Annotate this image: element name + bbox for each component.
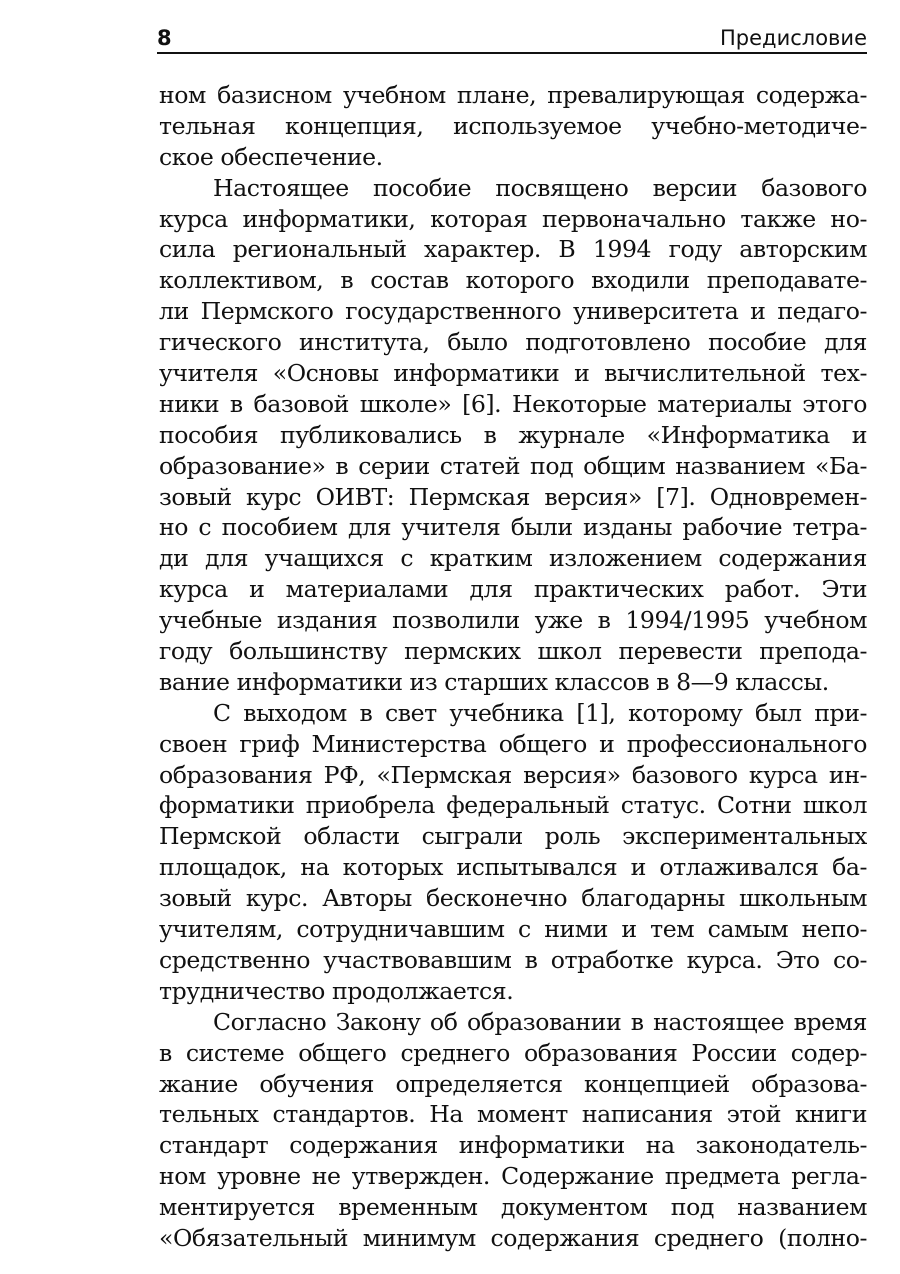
text-line: ское обеспечение. bbox=[159, 142, 383, 171]
text-line: гического института, было подготовлено пособие для bbox=[159, 328, 867, 357]
text-line: образования РФ, «Пермская версия» базового курса ин- bbox=[159, 760, 867, 789]
text-line: Пермской области сыграли роль экспериментальных bbox=[159, 822, 867, 851]
running-header bbox=[157, 20, 867, 50]
text-line: учебные издания позволили уже в 1994/1995 учебном bbox=[159, 606, 867, 635]
text-line: ли Пермского государственного университета и педаго- bbox=[159, 297, 867, 326]
text-line: трудничество продолжается. bbox=[159, 976, 514, 1005]
text-line: зовый курс. Авторы бесконечно благодарны школьным bbox=[159, 884, 867, 913]
text-line: ментируется временным документом под названием bbox=[159, 1193, 867, 1222]
text-line: учителя «Основы информатики и вычислительной тех- bbox=[159, 359, 867, 388]
body-text bbox=[159, 80, 867, 1254]
text-line: тельных стандартов. На момент написания этой книги bbox=[159, 1100, 867, 1129]
section-title: Предисловие bbox=[720, 26, 867, 50]
text-line: в системе общего среднего образования России содер- bbox=[159, 1038, 867, 1067]
text-line: ном уровне не утвержден. Содержание предмета регла- bbox=[159, 1162, 867, 1191]
text-line: зовый курс ОИВТ: Пермская версия» [7]. Одновремен- bbox=[159, 482, 867, 511]
page-number: 8 bbox=[157, 26, 172, 50]
text-line: стандарт содержания информатики на законодатель- bbox=[159, 1131, 867, 1160]
text-line: «Обязательный минимум содержания среднего (полно- bbox=[159, 1223, 867, 1252]
text-line: но с пособием для учителя были изданы рабочие тетра- bbox=[159, 513, 867, 542]
text-line: С выходом в свет учебника [1], которому был при- bbox=[213, 698, 867, 727]
text-line: тельная концепция, используемое учебно-методиче- bbox=[159, 111, 867, 140]
text-line: году большинству пермских школ перевести препода- bbox=[159, 637, 867, 666]
text-line: курса информатики, которая первоначально также но- bbox=[159, 204, 867, 233]
text-line: ном базисном учебном плане, превалирующая содержа- bbox=[159, 81, 867, 109]
text-line: сила региональный характер. В 1994 году авторским bbox=[159, 235, 867, 264]
text-line: форматики приобрела федеральный статус. Сотни школ bbox=[159, 791, 867, 820]
text-line: учителям, сотрудничавшим с ними и тем самым непо- bbox=[159, 915, 867, 944]
text-line: Согласно Закону об образовании в настоящее время bbox=[213, 1007, 867, 1036]
text-line: своен гриф Министерства общего и профессионального bbox=[159, 729, 867, 758]
text-line: образование» в серии статей под общим названием «Ба- bbox=[159, 451, 867, 480]
text-line: жание обучения определяется концепцией образова- bbox=[159, 1069, 867, 1098]
text-line: средственно участвовавшим в отработке курса. Это со- bbox=[159, 945, 867, 974]
text-line: ники в базовой школе» [6]. Некоторые материалы этого bbox=[159, 389, 867, 418]
text-line: коллективом, в состав которого входили преподавате- bbox=[159, 266, 867, 295]
text-line: Настоящее пособие посвящено версии базового bbox=[213, 173, 867, 202]
text-line: пособия публиковались в журнале «Информатика и bbox=[159, 420, 867, 449]
text-line: ди для учащихся с кратким изложением содержания bbox=[159, 544, 867, 573]
text-line: вание информатики из старших классов в 8—9 классы. bbox=[159, 667, 829, 696]
header-rule bbox=[157, 52, 867, 54]
text-line: курса и материалами для практических работ. Эти bbox=[159, 575, 867, 604]
text-line: площадок, на которых испытывался и отлаживался ба- bbox=[159, 853, 867, 882]
